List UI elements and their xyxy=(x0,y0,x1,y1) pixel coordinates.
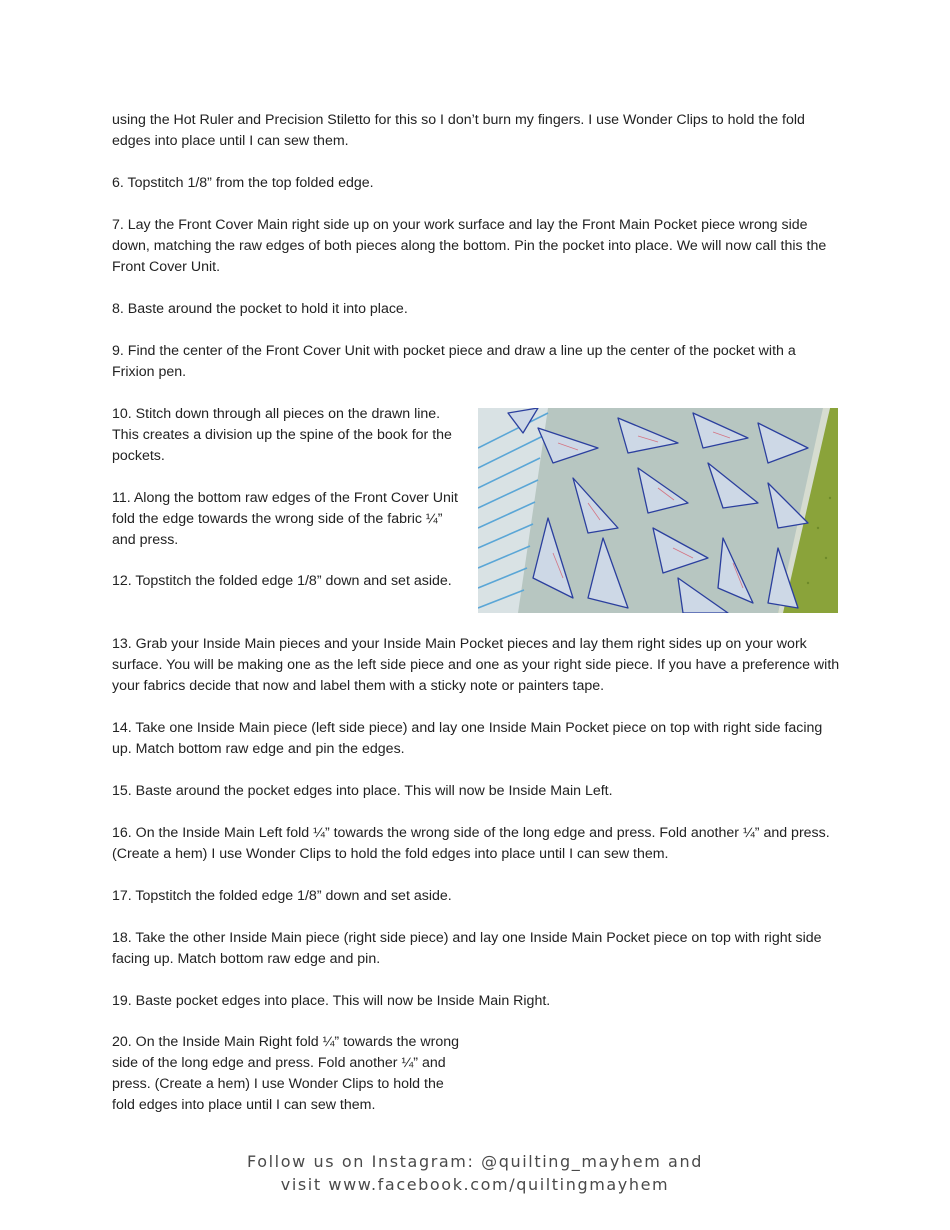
paragraph-step-7: 7. Lay the Front Cover Main right side up on your work surface and lay the Front Main Pocket piece wrong side down, matching the raw edges of both pieces along the bottom. Pin the pocket into place. We will now call this the Front Cover Unit. xyxy=(112,217,827,275)
paragraph-step-6: 6. Topstitch 1/8” from the top folded edge. xyxy=(112,175,374,191)
paragraph-step-5-continued: using the Hot Ruler and Precision Stiletto for this so I don’t burn my fingers. I use Wonder Clips to hold the fold edges into place until I can sew them. xyxy=(112,112,805,149)
paragraph-step-14: 14. Take one Inside Main piece (left side piece) and lay one Inside Main Pocket piece on top with right side facing up. Match bottom raw edge and pin the edges. xyxy=(112,720,823,757)
paragraph-step-16: 16. On the Inside Main Left fold ¼” towards the wrong side of the long edge and press. Fold another ¼” and press. (Create a hem) I use Wonder Clips to hold the fold edges into place until I can sew them. xyxy=(112,825,830,862)
paragraph-step-13: 13. Grab your Inside Main pieces and your Inside Main Pocket pieces and lay them right sides up on your work surface. You will be making one as the left side piece and one as your right side piece. If you have a preference with your fabrics decide that now and label them with a sticky note or painters tape. xyxy=(112,636,840,694)
paragraph-step-19: 19. Baste pocket edges into place. This will now be Inside Main Right. xyxy=(112,993,551,1009)
paragraph-step-11: 11. Along the bottom raw edges of the Front Cover Unit fold the edge towards the wrong side of the fabric ¼” and press. xyxy=(112,490,458,548)
paragraph-step-15: 15. Baste around the pocket edges into place. This will now be Inside Main Left. xyxy=(112,783,613,799)
fabric-photo xyxy=(478,408,838,613)
paragraph-step-17: 17. Topstitch the folded edge 1/8” down and set aside. xyxy=(112,888,452,904)
paragraph-step-20: 20. On the Inside Main Right fold ¼” towards the wrong side of the long edge and press. Fold another ¼” and press. (Create a hem) I use Wonder Clips to hold the fold edges into place until I can sew them. xyxy=(112,1034,459,1113)
paragraph-step-9: 9. Find the center of the Front Cover Unit with pocket piece and draw a line up the center of the pocket with a Frixion pen. xyxy=(112,343,796,380)
paragraph-step-10: 10. Stitch down through all pieces on the drawn line. This creates a division up the spine of the book for the pockets. xyxy=(112,406,452,464)
fabric-photo-image xyxy=(478,408,838,613)
footer-instagram-line: Follow us on Instagram: @quilting_mayhem and xyxy=(247,1152,703,1171)
paragraph-step-18: 18. Take the other Inside Main piece (right side piece) and lay one Inside Main Pocket piece on top with right side facing up. Match bottom raw edge and pin. xyxy=(112,930,822,967)
footer-facebook-line: visit www.facebook.com/quiltingmayhem xyxy=(280,1175,670,1194)
paragraph-step-8: 8. Baste around the pocket to hold it into place. xyxy=(112,301,408,317)
paragraph-step-12: 12. Topstitch the folded edge 1/8” down and set aside. xyxy=(112,573,452,589)
